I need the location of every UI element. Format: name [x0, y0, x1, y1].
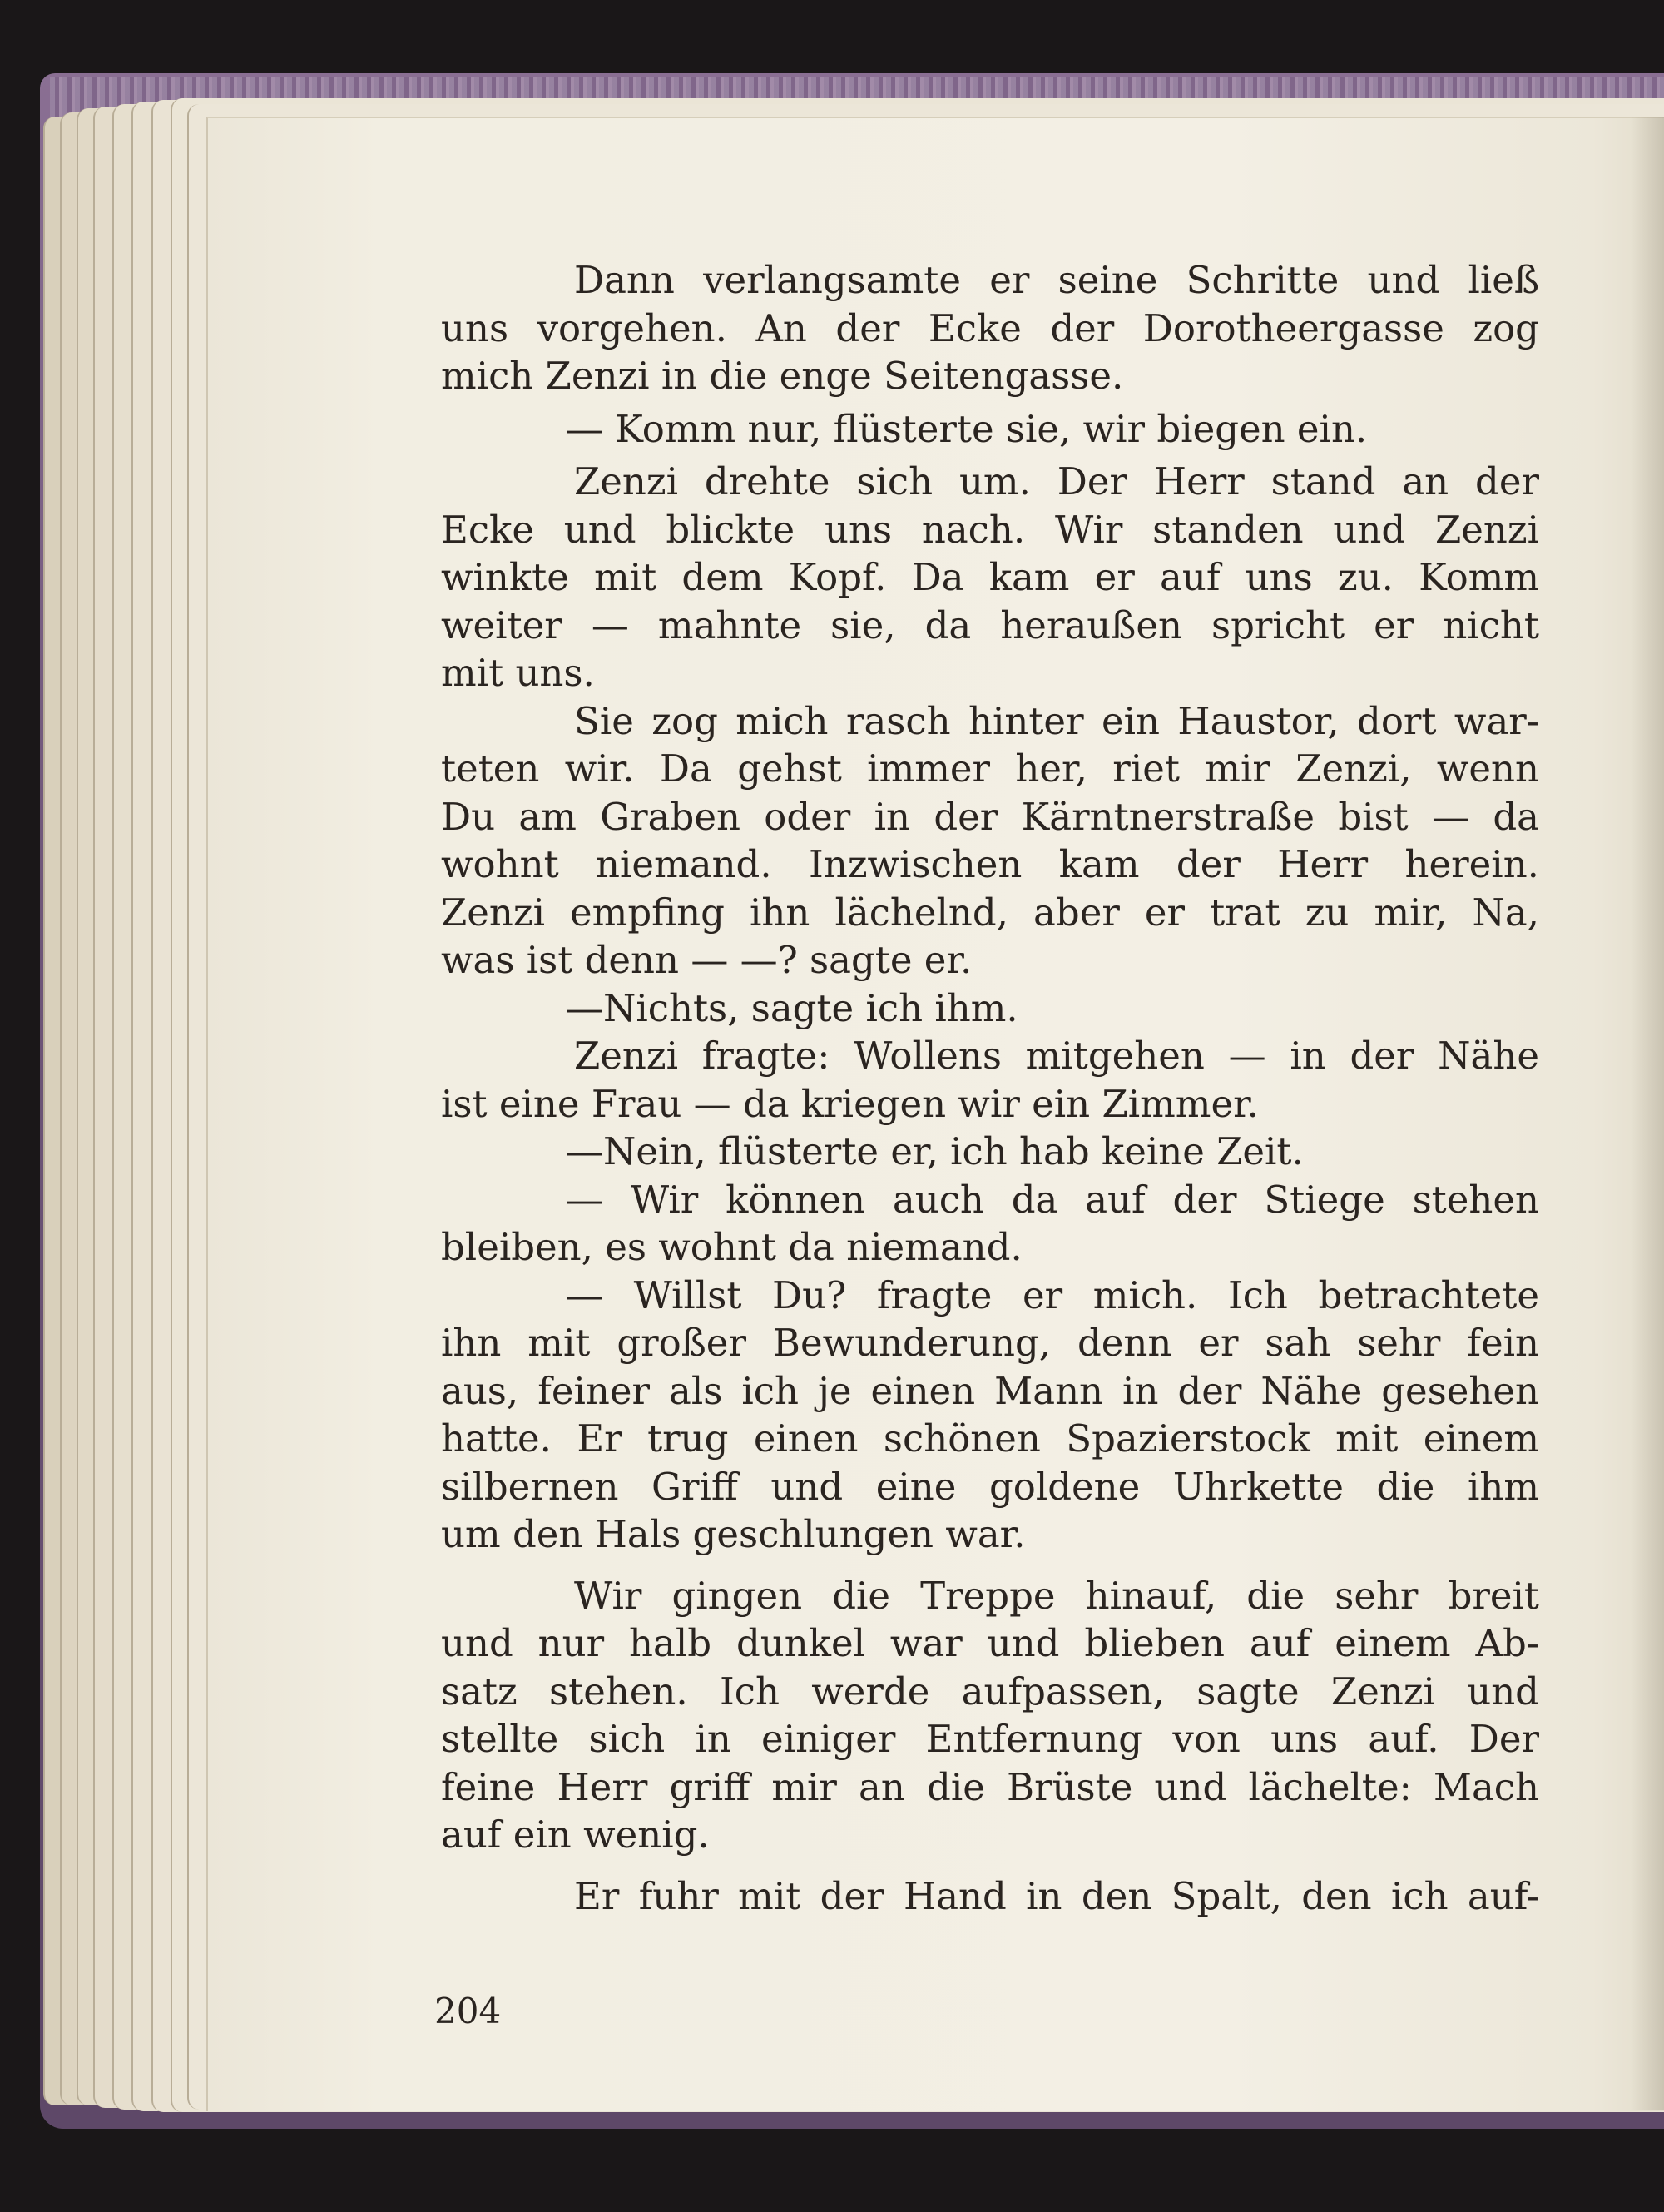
text-line: weiter — mahnte sie, da heraußen spricht er nicht [441, 603, 1539, 647]
text-line: was ist denn — —? sagte er. [441, 938, 973, 982]
text-line: Ecke und blickte uns nach. Wir standen und Zenzi [441, 507, 1539, 552]
text-line: — Wir können auch da auf der Stiege stehen [566, 1177, 1539, 1222]
text-line: Zenzi fragte: Wollens mitgehen — in der Nähe [574, 1034, 1539, 1078]
text-line: mich Zenzi in die enge Seitengasse. [441, 354, 1124, 398]
text-line: stellte sich in einiger Entfernung von uns auf. Der [441, 1717, 1539, 1761]
gutter-shadow [1631, 117, 1664, 2110]
text-line: feine Herr griff mir an die Brüste und lächelte: Mach [441, 1764, 1539, 1809]
text-line: um den Hals geschlungen war. [441, 1512, 1026, 1556]
text-line: —Nichts, sagte ich ihm. [566, 985, 1018, 1030]
text-line: hatte. Er trug einen schönen Spazierstock mit einem [441, 1416, 1539, 1461]
text-line: aus, feiner als ich je einen Mann in der Nähe gesehen [441, 1368, 1539, 1413]
text-line: wohnt niemand. Inzwischen kam der Herr herein. [441, 842, 1539, 886]
page-number: 204 [434, 1991, 502, 2031]
text-line: Zenzi empfing ihn lächelnd, aber er trat zu mir, Na, [441, 890, 1539, 935]
text-line: teten wir. Da gehst immer her, riet mir Zenzi, wenn [441, 746, 1539, 791]
page-text [441, 256, 1539, 1920]
text-line: —Nein, flüsterte er, ich hab keine Zeit. [566, 1129, 1304, 1173]
text-line: winkte mit dem Kopf. Da kam er auf uns zu. Komm [441, 555, 1539, 599]
text-line: — Komm nur, flüsterte sie, wir biegen ein. [566, 406, 1368, 451]
text-line: mit uns. [441, 651, 595, 695]
text-line: bleiben, es wohnt da niemand. [441, 1225, 1023, 1269]
text-line: ihn mit großer Bewunderung, denn er sah sehr fein [441, 1321, 1539, 1365]
text-line: ist eine Frau — da kriegen wir ein Zimmer. [441, 1081, 1259, 1126]
text-line: auf ein wenig. [441, 1813, 710, 1857]
text-line: Er fuhr mit der Hand in den Spalt, den ich auf- [574, 1873, 1539, 1918]
text-line: Du am Graben oder in der Kärntnerstraße bist — da [441, 794, 1539, 839]
text-line: satz stehen. Ich werde aufpassen, sagte Zenzi und [441, 1669, 1539, 1714]
text-line: und nur halb dunkel war und blieben auf einem Ab- [441, 1621, 1539, 1665]
text-line: Dann verlangsamte er seine Schritte und ließ [574, 258, 1539, 302]
text-line: — Willst Du? fragte er mich. Ich betrachtete [566, 1272, 1539, 1317]
text-line: silbernen Griff und eine goldene Uhrkette die ihm [441, 1464, 1539, 1509]
text-line: Zenzi drehte sich um. Der Herr stand an der [574, 459, 1539, 503]
text-line: Wir gingen die Treppe hinauf, die sehr breit [574, 1573, 1539, 1618]
text-line: Sie zog mich rasch hinter ein Haustor, dort war- [574, 698, 1539, 743]
text-line: uns vorgehen. An der Ecke der Dorotheergasse zog [441, 305, 1539, 350]
